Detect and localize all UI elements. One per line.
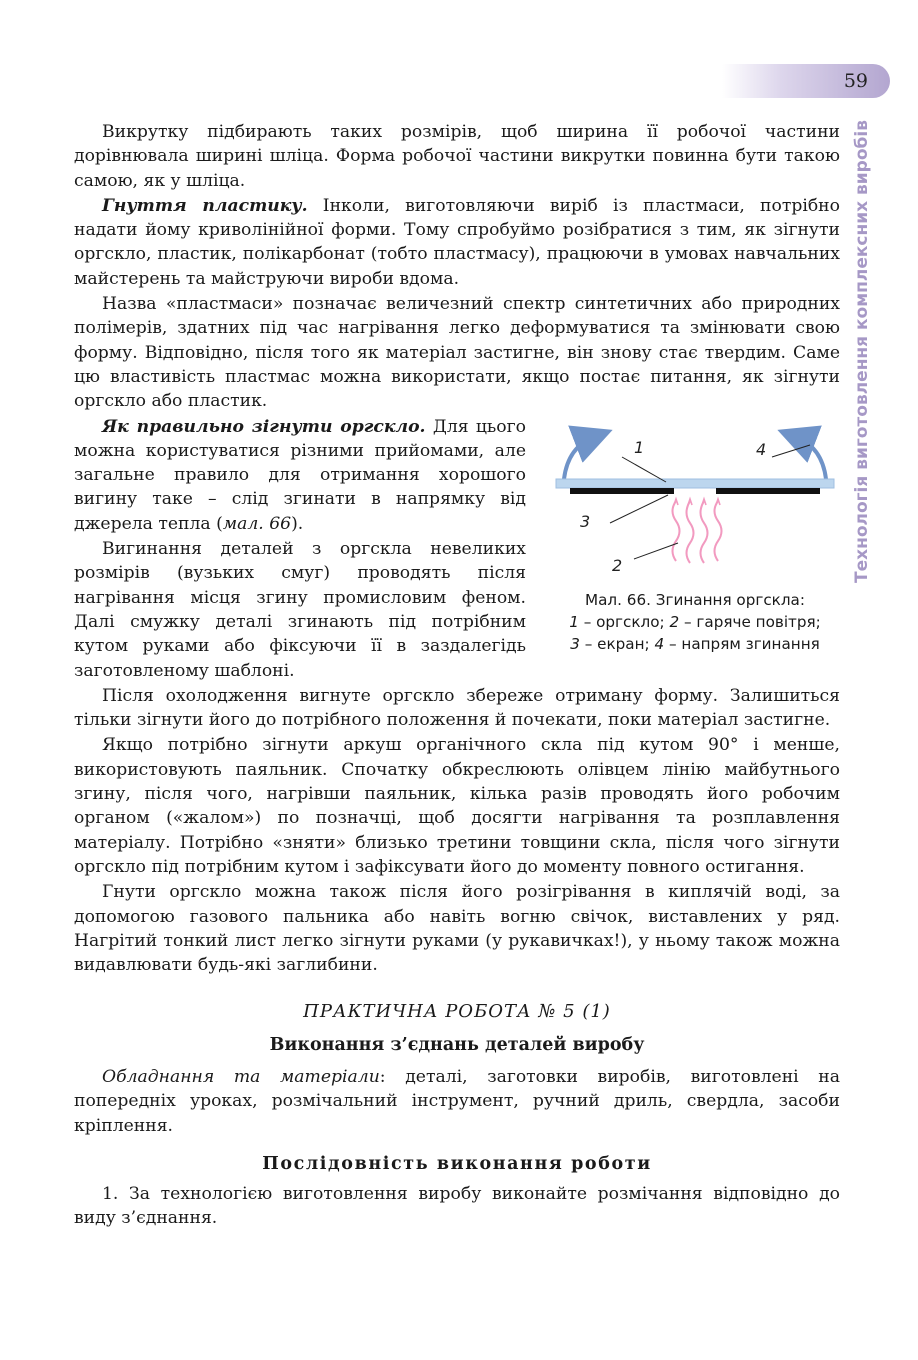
paragraph-cooling: Після охолодження вигнуте оргскло збереже отриману форму. Залишиться тільки зігнути його до потрібного положення й почекати, поки матеріал застигне. xyxy=(74,685,840,731)
hot-air-wave xyxy=(701,501,708,563)
figure-reference: мал. 66 xyxy=(222,513,292,534)
caption-title: Мал. 66. Згинання оргскла: xyxy=(585,590,805,609)
practical-work-subtitle: Виконання з’єднань деталей виробу xyxy=(269,1034,645,1055)
paragraph-lead: Як правильно зігнути оргскло. xyxy=(102,416,426,437)
paragraph-plastics-name: Назва «пластмаси» позначає величезний спектр синтетичних або природних полімерів, здатних під час нагрівання легко деформуватися та змінювати свою форму. Відповідно, після того як матеріал застигне, він знову стає твердим. Саме цю властивість пластмас можна використати, якщо постає питання, як зігнути оргскло або пластик. xyxy=(74,294,840,412)
figure-66 xyxy=(550,421,840,655)
step-1: 1. За технологією виготовлення виробу виконайте розмічання відповідно до виду з’єднання. xyxy=(74,1184,840,1229)
paragraph-equipment: Обладнання та матеріали: деталі, заготовки виробів, виготовлені на попередніх уроках, розмічальний інструмент, ручний дриль, свердла, засоби кріплення. xyxy=(74,1066,840,1136)
hot-air-wave xyxy=(715,501,722,561)
paragraph-how-to-bend: Як правильно зігнути оргскло. Для цього можна користуватися різними прийомами, але загальне правило для отримання хорошого вигину таке – слід згинати в напрямку від джерела тепла (мал. 66). xyxy=(74,416,526,534)
paragraph-lead: Гнуття пластику. xyxy=(102,195,308,216)
paragraph-soldering-iron: Якщо потрібно зігнути аркуш органічного скла під кутом 90° і менше, використовують паяльник. Спочатку обкреслюють олівцем лінію майбутнього згину, після чого, нагрівши паяльник, кілька разів проводять його робочим органом («жалом») по позначці, щоб досягти нагрівання та розплавлення матеріалу. Потрібно «зняти» близько третини товщини скла, після чого зігнути оргскло під потрібним кутом і зафіксувати його до моменту повного остигання. xyxy=(74,735,840,877)
paragraph-text: Для цього можна користуватися різними прийомами, але загальне правило для отримання хорошого вигину таке – слід згинати в напрямку від джерела тепла ( xyxy=(74,416,526,534)
caption-line: 3 – екран; 4 – напрям згинання xyxy=(570,634,820,653)
screen-right xyxy=(716,488,820,494)
equipment-lead: Обладнання та матеріали xyxy=(102,1066,380,1087)
paragraph-boiling-water: Гнути оргскло можна також після його розігрівання в киплячій воді, за допомогою газового пальника або навіть вогню свічок, виставлених у ряд. Нагрітий тонкий лист легко зігнути руками (у рукавичках!), у ньому також можна видавлювати будь-які заглибини. xyxy=(74,882,840,976)
practical-work-title: ПРАКТИЧНА РОБОТА № 5 (1) xyxy=(303,1001,611,1023)
page-content xyxy=(74,120,840,1232)
caption-line: 1 – оргскло; 2 – гаряче повітря; xyxy=(569,612,821,631)
section-side-title: Технологія виготовлення комплексних виробів xyxy=(852,120,872,583)
orgglass-sheet xyxy=(556,479,834,488)
paragraph-screwdriver: Викрутку підбирають таких розмірів, щоб ширина її робочої частини дорівнювала ширині шліца. Форма робочої частини викрутки повинна бути такою самою, як у шліца. xyxy=(74,122,840,191)
figure-label-2: 2 xyxy=(612,555,623,575)
page-number: 59 xyxy=(843,70,868,92)
bending-arrow-right xyxy=(796,437,826,479)
screen-left xyxy=(570,488,674,494)
figure-label-3: 3 xyxy=(580,511,591,531)
paragraph-small-parts: Вигинання деталей з оргскла невеликих розмірів (вузьких смуг) проводять після нагрівання місця згину промисловим феном. Далі смужку деталі згинають під потрібним кутом руками або фіксуючи її в заздалегідь заготовленому шаблоні. xyxy=(74,539,526,681)
bending-arrow-left xyxy=(564,437,594,479)
hot-air-wave xyxy=(687,501,694,563)
figure-label-4: 4 xyxy=(756,439,767,459)
page-number-tab xyxy=(722,64,890,98)
paragraph-text: Інколи, виготовляючи виріб із пластмаси, потрібно надати йому криволінійної форми. Тому спробуймо розібратися з тим, як зігнути оргскло, пластик, полікарбонат (тобто пластмасу), працюючи в умовах навчальних майстерень та майструючи вироби вдома. xyxy=(74,195,840,289)
figure-caption xyxy=(550,589,840,655)
paragraph-bending-plastic xyxy=(74,194,840,291)
bending-diagram xyxy=(550,421,840,581)
figure-label-1: 1 xyxy=(634,437,645,457)
hot-air-wave xyxy=(673,501,680,561)
sequence-title: Послідовність виконання роботи xyxy=(262,1153,652,1174)
